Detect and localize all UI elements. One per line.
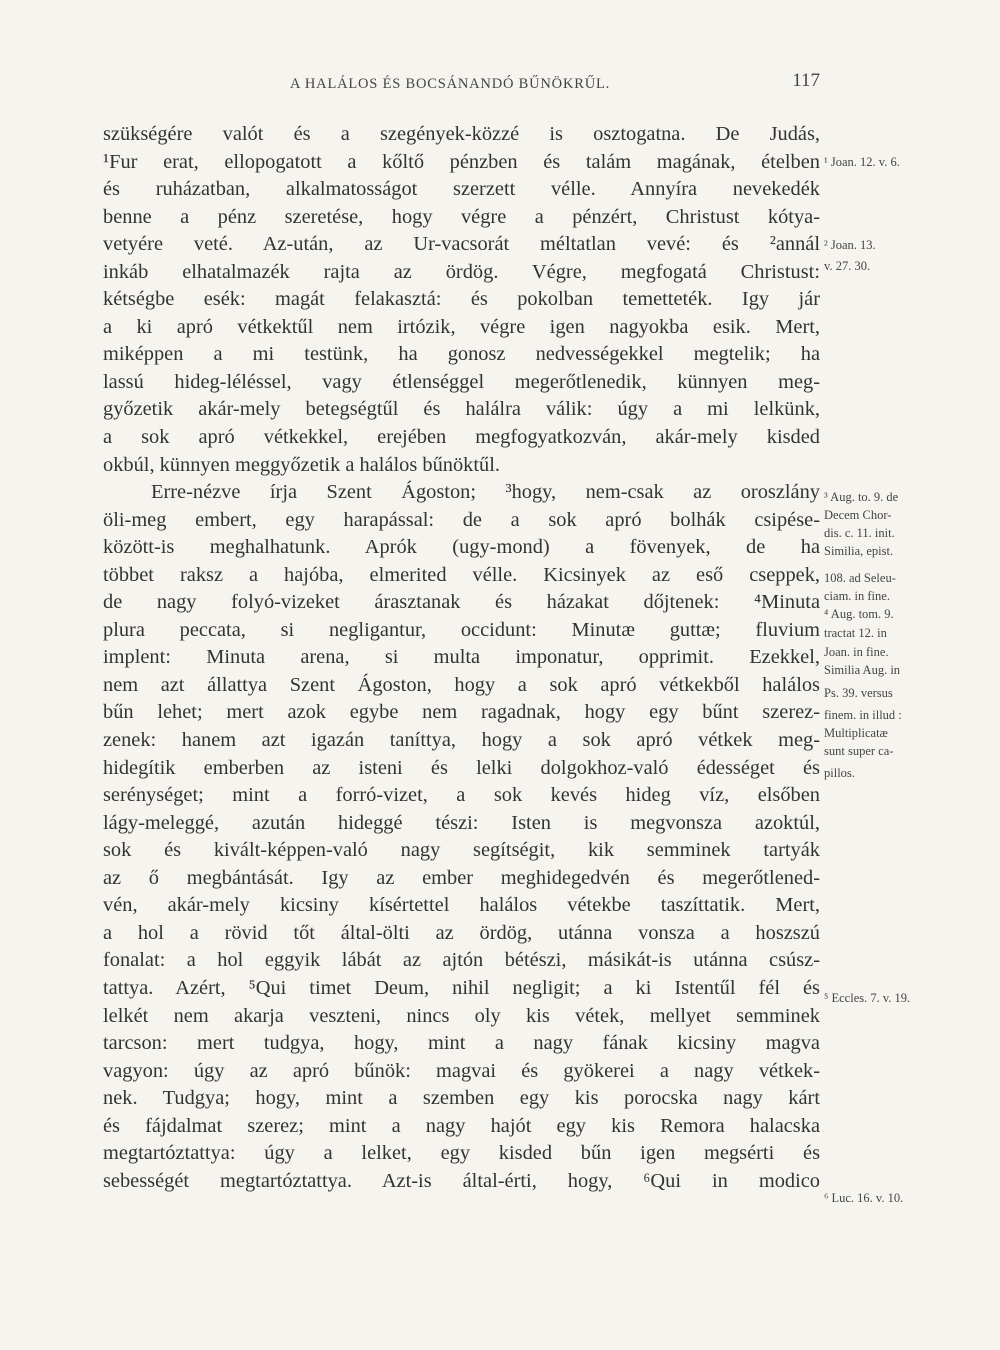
running-title: A HALÁLOS ÉS BOCSÁNANDÓ BŰNÖKRŰL. <box>290 76 611 92</box>
text-line: hidegítik emberben az isteni és lelki dolgokhoz-való édességet és <box>103 756 820 779</box>
margin-note: v. 27. 30. <box>824 259 871 273</box>
text-line: fonalat: a hol eggyik lábát az ajtón bétészi, másikát-is utánna csúsz- <box>103 949 820 972</box>
margin-note: Similia Aug. in <box>824 663 901 677</box>
margin-note: ciam. in fine. <box>824 589 890 603</box>
margin-note: ⁴ Aug. tom. 9. <box>824 607 894 621</box>
text-line: inkáb elhatalmazék rajta az ördög. Végre, megfogatá Christust: <box>103 260 820 283</box>
margin-note: tractat 12. in <box>824 626 887 640</box>
text-line: között-is meghalhatunk. Aprók (ugy-mond) a fövenyek, de ha <box>103 536 820 559</box>
body-text <box>103 121 820 1195</box>
text-line: benne a pénz szeretése, hogy végre a pénzért, Christust kótya- <box>103 205 820 228</box>
text-line: az ő megbántását. Igy az ember meghidegedvén és megerőtlened- <box>103 866 820 889</box>
margin-note: Decem Chor- <box>824 508 892 522</box>
text-line: serénységet; mint a forró-vizet, a sok kevés hideg víz, elsőben <box>103 784 820 807</box>
text-line: tarcson: mert tudgya, hogy, mint a nagy fának kicsiny magva <box>103 1032 820 1055</box>
text-line: szükségére valót és a szegények-közzé is osztogatna. De Judás, <box>103 123 820 145</box>
text-line: megtartóztattya: úgy a lelket, egy kisded bűn igen megsérti és <box>103 1142 820 1165</box>
text-line: és fájdalmat szerez; mint a nagy hajót egy kis Remora halacska <box>103 1114 820 1137</box>
text-line: okbúl, künnyen meggyőzetik a halálos bűnöktűl. <box>103 453 500 476</box>
text-line: a sok apró vétkekkel, erejében megfogyatkozván, akár-mely kisded <box>103 426 820 449</box>
margin-note: ⁶ Luc. 16. v. 10. <box>824 1191 904 1205</box>
text-line: vagyon: úgy az apró bűnök: magvai és gyökerei a nagy vétkek- <box>103 1059 820 1082</box>
margin-note: ⁵ Eccles. 7. v. 19. <box>824 991 911 1005</box>
margin-note: 108. ad Seleu- <box>824 571 896 585</box>
margin-note: finem. in illud : <box>824 708 902 722</box>
text-line: öli-meg embert, egy harapással: de a sok apró bolhák csipése- <box>103 508 820 531</box>
text-line: lassú hideg-léléssel, vagy étlenséggel megerőtlenedik, künnyen meg- <box>103 370 820 393</box>
text-line: de nagy folyó-vizeket árasztanak és házakat dőjtenek: ⁴Minuta <box>103 591 820 614</box>
margin-note: pillos. <box>824 766 855 780</box>
text-line: Erre-nézve írja Szent Ágoston; ³hogy, nem-csak az oroszlány <box>151 481 820 504</box>
margin-note: Joan. in fine. <box>824 645 889 659</box>
margin-note: Ps. 39. versus <box>824 686 893 700</box>
text-line: miképpen a mi testünk, ha gonosz nedvességekkel megtelik; ha <box>103 343 820 366</box>
text-line: lágy-meleggé, azután hideggé tészi: Isten is megvonsza azoktúl, <box>103 811 820 834</box>
text-line: kétségbe esék: magát felakasztá: és pokolban temetteték. Igy jár <box>103 288 820 311</box>
text-line: tattya. Azért, ⁵Qui timet Deum, nihil negligit; a ki Istentűl fél és <box>103 976 820 999</box>
text-line: bűn lehet; mert azok egybe nem ragadnak, hogy egy bűnt szerez- <box>103 701 820 724</box>
text-line: győzetik akár-mely betegségtűl és halálra válik: úgy a mi lelkünk, <box>103 398 820 421</box>
text-line: implent: Minuta arena, si multa imponatur, opprimit. Ezekkel, <box>103 646 820 669</box>
text-line: többet raksz a hajóba, elmerited vélle. Kicsinyek az eső cseppek, <box>103 563 820 586</box>
text-line: plura peccata, si negligantur, occidunt: Minutæ guttæ; fluvium <box>103 618 820 641</box>
margin-note: Multiplicatæ <box>824 726 888 740</box>
text-line: zenek: hanem azt igazán taníttya, hogy a sok apró vétkek meg- <box>103 729 820 752</box>
text-line: nek. Tudgya; hogy, mint a szemben egy kis porocska nagy kárt <box>103 1087 820 1110</box>
text-line: a ki apró vétkektűl nem irtózik, végre igen nagyokba esik. Mert, <box>103 315 820 338</box>
page-number: 117 <box>792 70 820 91</box>
text-line: sok és kivált-képpen-való nagy segítségit, kik semminek tartyák <box>103 839 820 862</box>
margin-note: ² Joan. 13. <box>824 238 876 252</box>
margin-note: dis. c. 11. init. <box>824 526 895 540</box>
text-line: vén, akár-mely kicsiny kísértettel halálos vétekbe taszíttatik. Mert, <box>103 894 820 917</box>
margin-note: sunt super ca- <box>824 744 894 758</box>
text-line: lelkét nem akarja veszteni, nincs oly kis vétek, mellyet semminek <box>103 1004 820 1027</box>
text-line: és ruházatban, alkalmatosságot szerzett vélle. Annyíra nevekedék <box>103 178 820 201</box>
text-line: a hol a rövid tőt által-ölti az ördög, utánna vonsza a hoszszú <box>103 921 820 944</box>
margin-note: ¹ Joan. 12. v. 6. <box>824 155 900 169</box>
running-header <box>290 70 820 98</box>
margin-note: Similia, epist. <box>824 544 894 558</box>
text-line: ¹Fur erat, ellopogatott a kőltő pénzben és talám magának, ételben <box>103 150 820 173</box>
text-line: vetyére veté. Az-után, az Ur-vacsorát méltatlan vevé: és ²annál <box>103 233 820 256</box>
margin-note: ³ Aug. to. 9. de <box>824 490 899 504</box>
text-line: sebességét megtartóztattya. Azt-is által-érti, hogy, ⁶Qui in modico <box>103 1169 820 1192</box>
text-line: nem azt állattya Szent Ágoston, hogy a sok apró vétkekből halálos <box>103 673 820 696</box>
